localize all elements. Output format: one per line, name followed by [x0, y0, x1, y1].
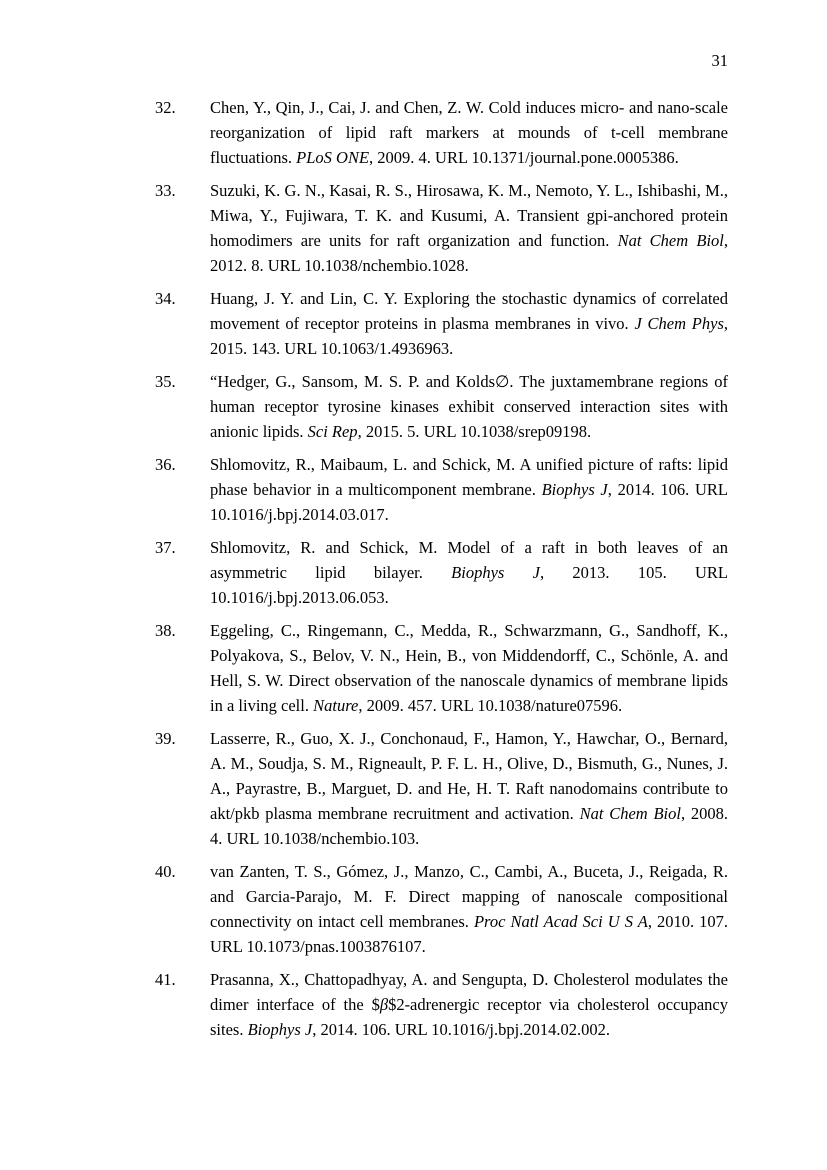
reference-segment: Nat Chem Biol [617, 231, 724, 250]
reference-text [210, 95, 728, 170]
reference-text [210, 618, 728, 718]
reference-segment: $2-adrenergic receptor via cholesterol occupancy sites. [210, 995, 729, 1039]
reference-segment: PLoS ONE [296, 148, 370, 167]
reference-segment: , 2013. 105. URL 10.1016/j.bpj.2013.06.053. [210, 563, 729, 607]
reference-text [210, 452, 728, 527]
reference-number: 33. [155, 181, 176, 200]
reference-item [155, 535, 728, 610]
reference-text [210, 286, 728, 361]
reference-segment: , 2014. 106. URL 10.1016/j.bpj.2014.02.002. [312, 1020, 610, 1039]
reference-item [155, 726, 728, 851]
reference-item [155, 369, 728, 444]
reference-segment: Biophys J [451, 563, 540, 582]
reference-segment: Nat Chem Biol [579, 804, 681, 823]
reference-number: 36. [155, 455, 176, 474]
reference-text [210, 726, 728, 851]
reference-segment: Eggeling, C., Ringemann, C., Medda, R., Schwarzmann, G., Sandhoff, K., Polyakova, S., Belov, V. N., Hein, B., von Middendorff, C., Schönle, A. and Hell, S. W. Direct observation of the nanoscale dynamics of membrane lipids in a living cell. [210, 621, 728, 715]
reference-segment: Shlomovitz, R., Maibaum, L. and Schick, M. A unified picture of rafts: lipid phase behavior in a multicomponent membrane. [210, 455, 728, 499]
reference-segment: , 2015. 143. URL 10.1063/1.4936963. [210, 314, 728, 358]
reference-segment: Shlomovitz, R. and Schick, M. Model of a raft in both leaves of an asymmetric lipid bilayer. [210, 538, 728, 582]
reference-number: 41. [155, 970, 176, 989]
reference-segment: J Chem Phys [634, 314, 724, 333]
reference-item [155, 95, 728, 170]
reference-segment: , 2012. 8. URL 10.1038/nchembio.1028. [210, 231, 728, 275]
reference-segment: , 2009. 4. URL 10.1371/journal.pone.0005386. [369, 148, 679, 167]
reference-text [210, 967, 728, 1042]
reference-segment: Biophys J [541, 480, 608, 499]
reference-segment: , 2009. 457. URL 10.1038/nature07596. [358, 696, 623, 715]
reference-segment: van Zanten, T. S., Gómez, J., Manzo, C., Cambi, A., Buceta, J., Reigada, R. and Garcia-Parajo, M. F. Direct mapping of nanoscale compositional connectivity on intact cell membranes. [210, 862, 728, 931]
reference-segment: Biophys J [247, 1020, 313, 1039]
reference-text [210, 859, 728, 959]
reference-number: 34. [155, 289, 176, 308]
reference-segment: Huang, J. Y. and Lin, C. Y. Exploring the stochastic dynamics of correlated movement of receptor proteins in plasma membranes in vivo. [210, 289, 728, 333]
reference-segment: Proc Natl Acad Sci U S A [473, 912, 648, 931]
reference-number: 32. [155, 98, 176, 117]
reference-text [210, 369, 728, 444]
reference-item [155, 859, 728, 959]
reference-segment: Sci Rep [307, 422, 358, 441]
reference-text [210, 535, 728, 610]
reference-segment: Chen, Y., Qin, J., Cai, J. and Chen, Z. W. Cold induces micro- and nano-scale reorganization of lipid raft markers at mounds of t-cell membrane fluctuations. [210, 98, 728, 167]
reference-segment: Nature [313, 696, 359, 715]
reference-item [155, 286, 728, 361]
reference-number: 38. [155, 621, 176, 640]
reference-segment: β [379, 995, 389, 1014]
reference-item [155, 618, 728, 718]
reference-segment: , 2014. 106. URL 10.1016/j.bpj.2014.03.017. [210, 480, 728, 524]
reference-number: 37. [155, 538, 176, 557]
reference-segment: , 2008. 4. URL 10.1038/nchembio.103. [210, 804, 728, 848]
page-number: 31 [711, 51, 728, 70]
reference-text [210, 178, 728, 278]
reference-segment: Lasserre, R., Guo, X. J., Conchonaud, F., Hamon, Y., Hawchar, O., Bernard, A. M., Soudja, S. M., Rigneault, P. F. L. H., Olive, D., Bismuth, G., Nunes, J. A., Payrastre, B., Marguet, D. and He, H. T. Raft nanodomains contribute to akt/pkb plasma membrane recruitment and activation. [210, 729, 728, 823]
reference-number: 35. [155, 372, 176, 391]
reference-number: 39. [155, 729, 176, 748]
reference-segment: “Hedger, G., Sansom, M. S. P. and Kolds∅. The juxtamembrane regions of human receptor tyrosine kinases exhibit conserved interaction sites with anionic lipids. [210, 372, 728, 441]
reference-item [155, 178, 728, 278]
reference-segment: Prasanna, X., Chattopadhyay, A. and Sengupta, D. Cholesterol modulates the dimer interface of the $ [210, 970, 728, 1014]
reference-list [155, 95, 728, 1050]
reference-item [155, 967, 728, 1042]
reference-segment: Suzuki, K. G. N., Kasai, R. S., Hirosawa, K. M., Nemoto, Y. L., Ishibashi, M., Miwa, Y., Fujiwara, T. K. and Kusumi, A. Transient gpi-anchored protein homodimers are units for raft organization and function. [210, 181, 728, 250]
reference-item [155, 452, 728, 527]
reference-segment: , 2015. 5. URL 10.1038/srep09198. [357, 422, 592, 441]
reference-segment: , 2010. 107. URL 10.1073/pnas.1003876107. [210, 912, 729, 956]
reference-number: 40. [155, 862, 176, 881]
